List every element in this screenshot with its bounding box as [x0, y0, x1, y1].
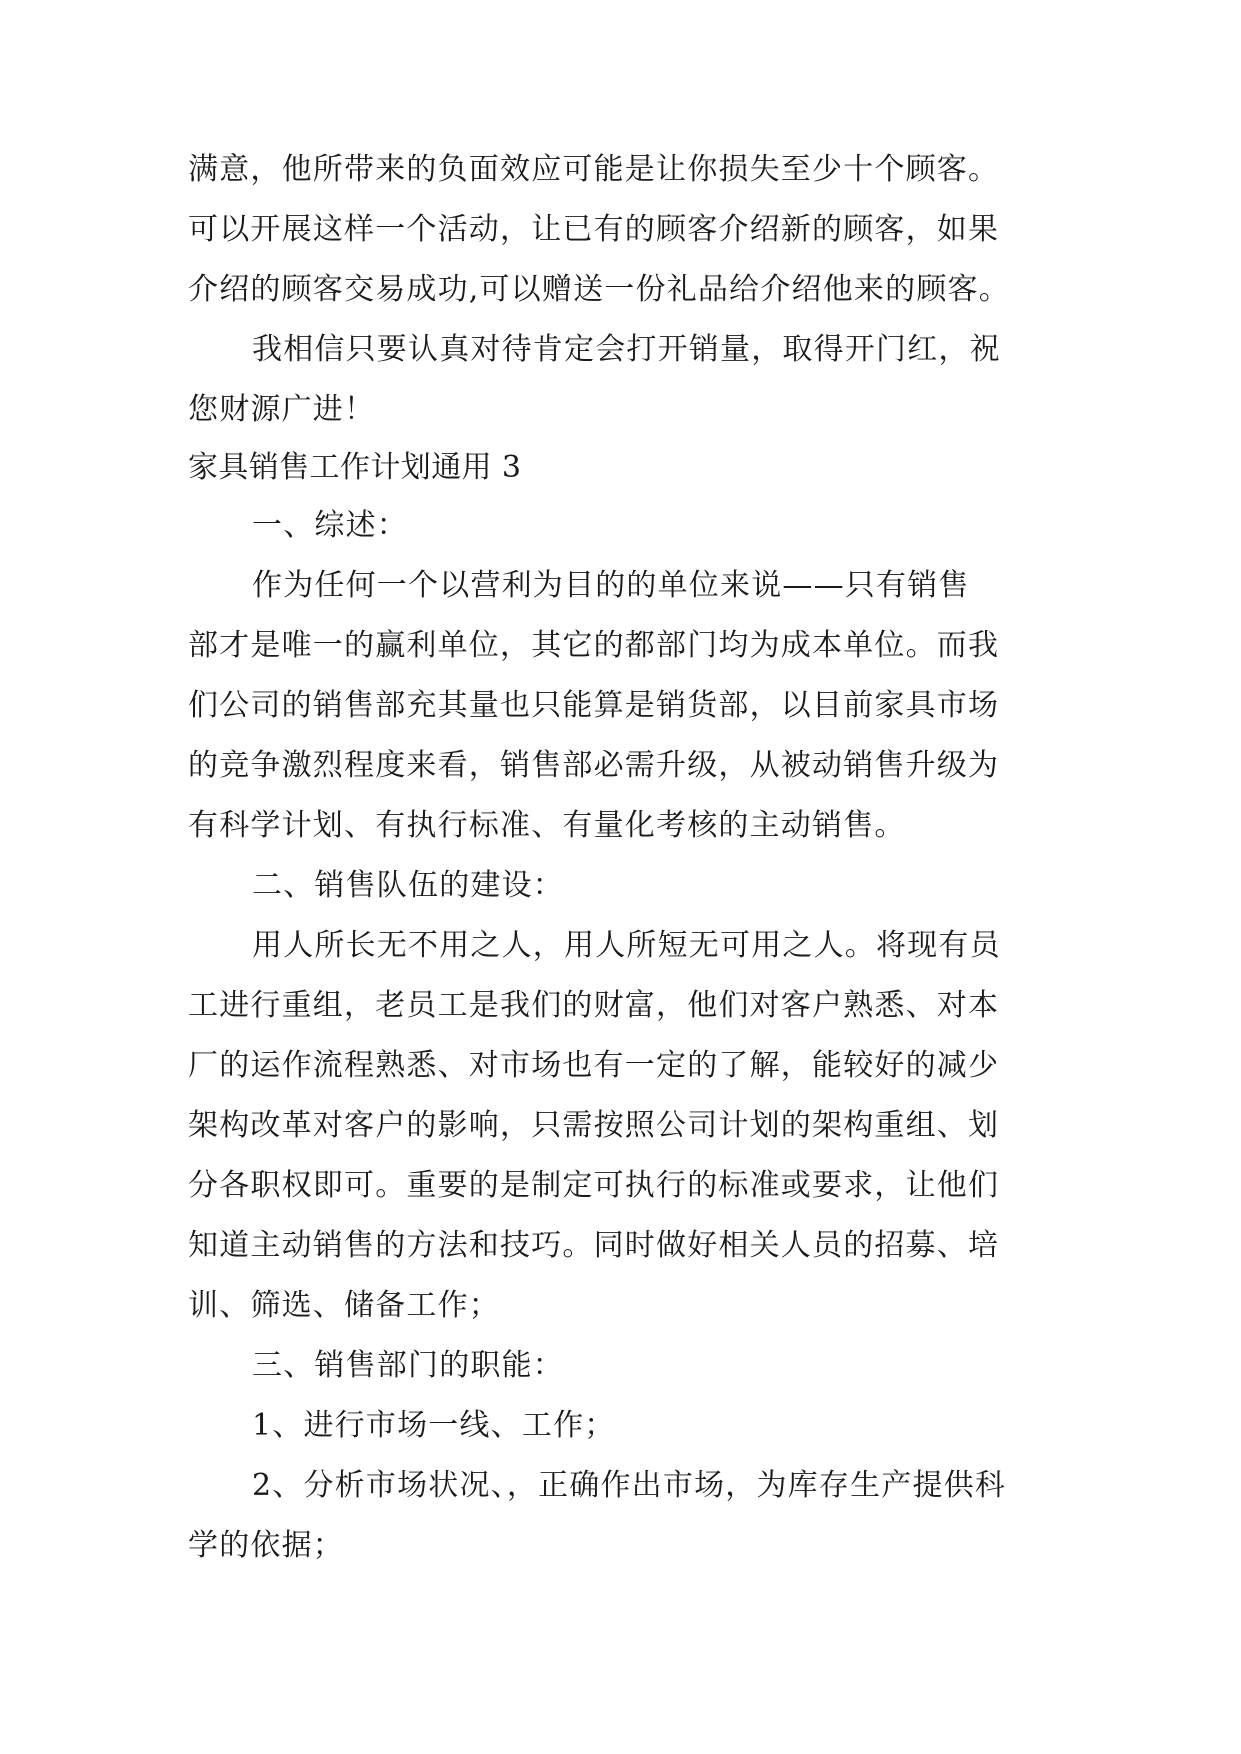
paragraph-line: 的竞争激烈程度来看，销售部必需升级，从被动销售升级为 [188, 748, 1000, 783]
paragraph-line: 用人所长无不用之人，用人所短无可用之人。将现有员 [252, 928, 1001, 963]
paragraph-line: 我相信只要认真对待肯定会打开销量，取得开门红，祝 [252, 332, 1001, 367]
paragraph-line: 作为任何一个以营利为目的的单位来说——只有销售 [252, 568, 970, 603]
section-heading: 一、综述： [252, 508, 408, 543]
section-heading: 三、销售部门的职能： [252, 1348, 564, 1383]
list-item: 1、进行市场一线、工作； [252, 1408, 616, 1443]
paragraph-line: 厂的运作流程熟悉、对市场也有一定的了解，能较好的减少 [188, 1048, 1000, 1083]
paragraph-line: 们公司的销售部充其量也只能算是销货部，以目前家具市场 [188, 688, 1000, 723]
list-item: 2、分析市场状况、，正确作出市场，为库存生产提供科 [252, 1468, 1007, 1503]
paragraph-line: 训、筛选、储备工作； [188, 1288, 500, 1323]
paragraph-line: 部才是唯一的赢利单位，其它的都部门均为成本单位。而我 [188, 628, 1000, 663]
paragraph-line: 满意，他所带来的负面效应可能是让你损失至少十个顾客。 [188, 152, 1000, 187]
paragraph-line: 您财源广进！ [188, 392, 376, 427]
section-heading: 二、销售队伍的建设： [252, 868, 564, 903]
paragraph-line: 分各职权即可。重要的是制定可执行的标准或要求，让他们 [188, 1168, 1000, 1203]
paragraph-line: 介绍的顾客交易成功,可以赠送一份礼品给介绍他来的顾客。 [188, 272, 1010, 307]
paragraph-line: 学的依据； [188, 1528, 344, 1563]
paragraph-line: 有科学计划、有执行标准、有量化考核的主动销售。 [188, 808, 906, 843]
paragraph-line: 工进行重组，老员工是我们的财富，他们对客户熟悉、对本 [188, 988, 1000, 1023]
paragraph-line: 可以开展这样一个活动，让已有的顾客介绍新的顾客，如果 [188, 212, 1000, 247]
section-title: 家具销售工作计划通用 3 [188, 450, 522, 485]
paragraph-line: 知道主动销售的方法和技巧。同时做好相关人员的招募、培 [188, 1228, 1000, 1263]
paragraph-line: 架构改革对客户的影响，只需按照公司计划的架构重组、划 [188, 1108, 1000, 1143]
